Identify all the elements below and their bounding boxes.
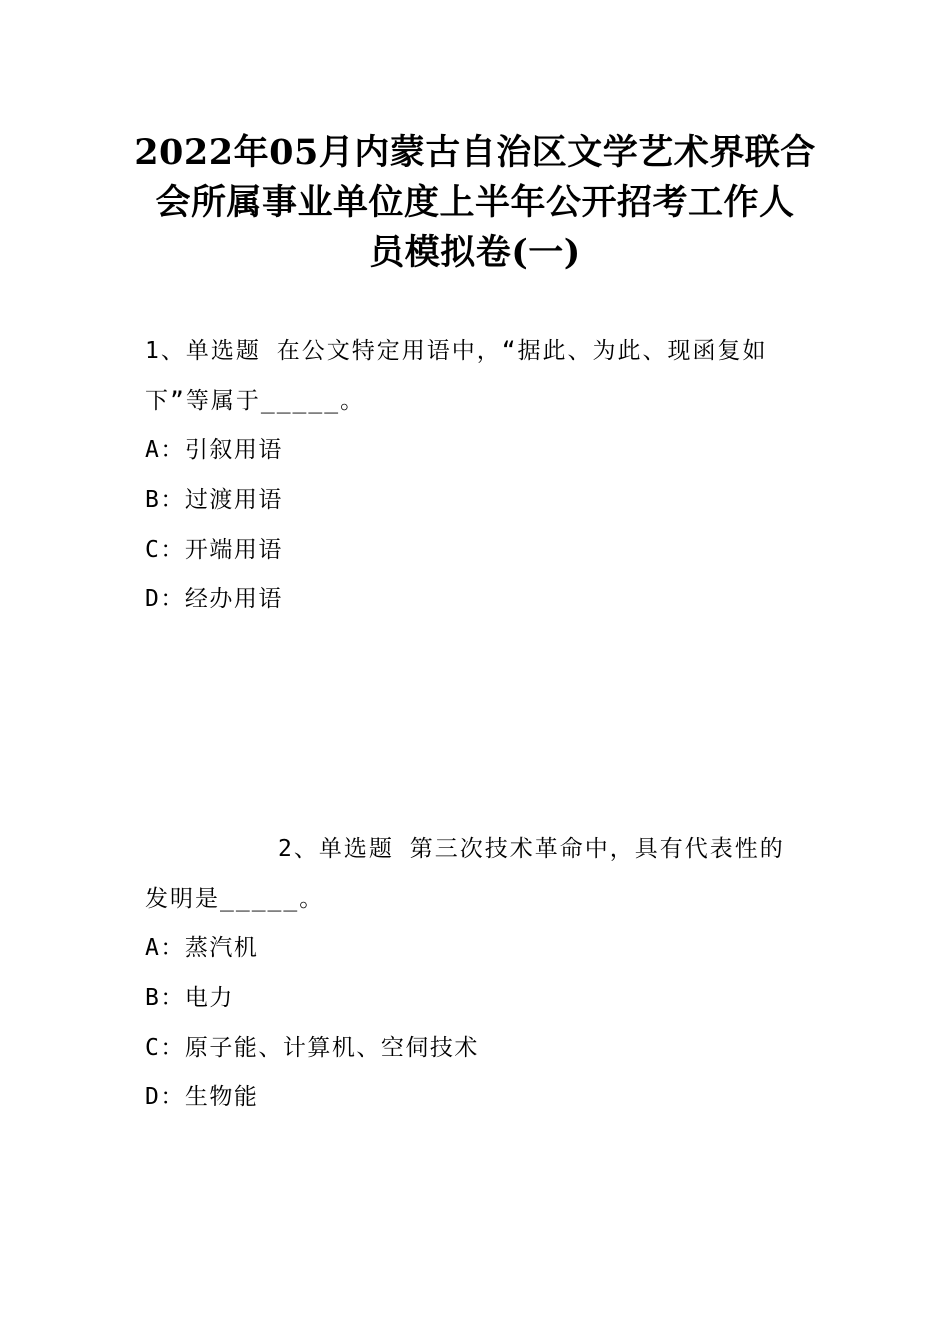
title-line-2: 会所属事业单位度上半年公开招考工作人	[155, 182, 795, 223]
document-title	[100, 128, 850, 278]
question-2-option-c[interactable]: C：原子能、计算机、空伺技术	[145, 1035, 479, 1061]
title-line-3: 员模拟卷(一)	[369, 232, 581, 273]
question-1-option-a[interactable]: A：引叙用语	[145, 437, 283, 463]
question-2-option-d[interactable]: D：生物能	[145, 1084, 259, 1110]
question-2-option-b[interactable]: B：电力	[145, 985, 234, 1011]
question-1-option-b[interactable]: B：过渡用语	[145, 487, 283, 513]
question-1-option-d[interactable]: D：经办用语	[145, 586, 283, 612]
question-1-option-c[interactable]: C：开端用语	[145, 537, 283, 563]
title-line-1: 2022年05月内蒙古自治区文学艺术界联合	[134, 132, 816, 173]
question-2-stem-line-2: 发明是_____。	[145, 886, 325, 912]
question-2-option-a[interactable]: A：蒸汽机	[145, 935, 259, 961]
question-1-stem-line-2: 下”等属于_____。	[145, 388, 366, 414]
question-2-stem-line-1: 2、单选题 第三次技术革命中，具有代表性的	[278, 836, 785, 862]
question-1-stem-line-1: 1、单选题 在公文特定用语中，“据此、为此、现函复如	[145, 338, 768, 364]
